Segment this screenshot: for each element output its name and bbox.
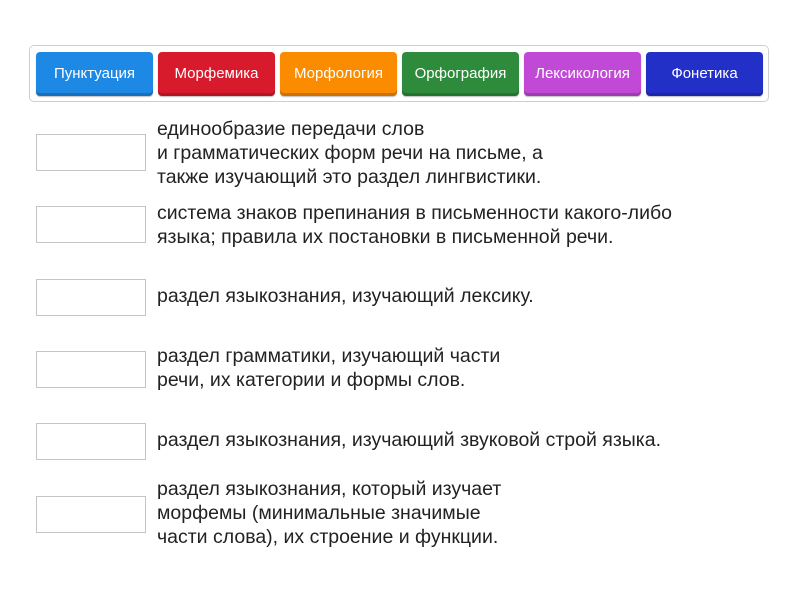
tile-phonetics[interactable]: Фонетика [646,52,763,96]
drop-slot-1[interactable] [36,134,146,171]
definition-4: раздел грамматики, изучающий части речи, их категории и формы слов. [157,345,501,391]
definition-1: единообразие передачи слов и грамматических форм речи на письме, а также изучающий это раздел лингвистики. [157,118,543,188]
definition-6: раздел языкознания, который изучает морфемы (минимальные значимые части слова), их строение и функции. [157,478,502,548]
definition-5: раздел языкознания, изучающий звуковой строй языка. [157,429,662,451]
drop-slot-5[interactable] [36,423,146,460]
drop-slot-3[interactable] [36,279,146,316]
drop-slot-2[interactable] [36,206,146,243]
tile-morphemics[interactable]: Морфемика [158,52,275,96]
tile-lexicology[interactable]: Лексикология [524,52,641,96]
definition-2: система знаков препинания в письменности какого-либо языка; правила их постановки в письменной речи. [157,202,672,248]
definition-3: раздел языкознания, изучающий лексику. [157,285,534,307]
drop-slot-6[interactable] [36,496,146,533]
drop-slot-4[interactable] [36,351,146,388]
tile-orthography[interactable]: Орфография [402,52,519,96]
tile-punctuation[interactable]: Пунктуация [36,52,153,96]
tile-morphology[interactable]: Морфология [280,52,397,96]
